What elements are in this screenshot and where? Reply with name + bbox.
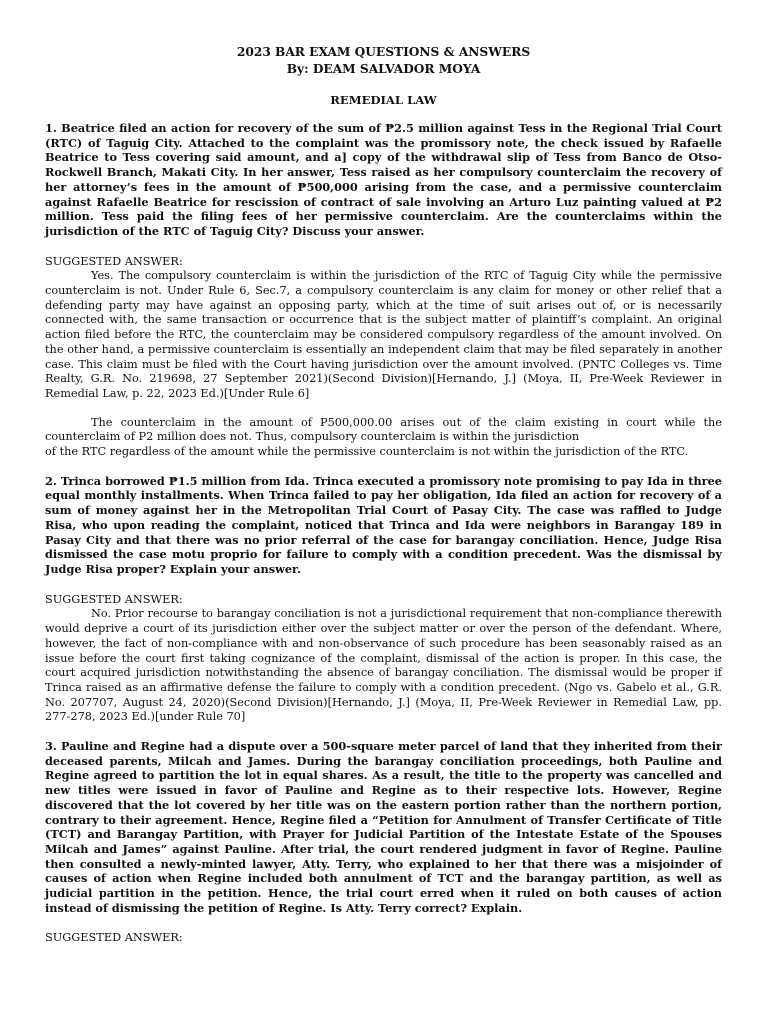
answer-1-paragraph-1: Yes. The compulsory counterclaim is within the jurisdiction of the RTC of Taguig City while the permissive counterclaim is not. Under Rule 6, Sec.7, a compulsory counterclaim is any claim for money or other relief that a defending party may have against an opposing party, which at the time of suit arises out of, or is necessarily connected with, the same transaction or occurrence that is the subject matter of plaintiff’s complaint. An original action filed before the RTC, the counterclaim may be considered compulsory regardless of the amount involved. On the other hand, a permissive counterclaim is essentially an independent claim that may be filed separately in another case. This claim must be filed with the Court having jurisdiction over the amount involved. (PNTC Colleges vs. Time Realty, G.R. No. 219698, 27 September 2021)(Second Division)[Hernando, J.] (Moya, II, Pre-Week Reviewer in Remedial Law, p. 22, 2023 Ed.)[Under Rule 6] <box>45 269 722 400</box>
subject-heading: REMEDIAL LAW <box>330 93 437 107</box>
answer-2-paragraph-1: No. Prior recourse to barangay conciliation is not a jurisdictional requirement that non-compliance therewith would deprive a court of its jurisdiction either over the subject matter or over the person of the defendant. Where, however, the fact of non-compliance with and non-observance of such procedure has been seasonably raised as an issue before the court first taking cognizance of the complaint, dismissal of the action is proper. In this case, the court acquired jurisdiction notwithstanding the absence of barangay conciliation. The dismissal would be proper if Trinca raised as an affirmative defense the failure to comply with a condition precedent. (Ngo vs. Gabelo et al., G.R. No. 207707, August 24, 2020)(Second Division)[Hernando, J.] (Moya, II, Pre-Week Reviewer in Remedial Law, pp. 277-278, 2023 Ed.)[under Rule 70] <box>45 607 722 724</box>
document-author: By: DEAM SALVADOR MOYA <box>286 62 481 76</box>
suggested-answer-label-1: SUGGESTED ANSWER: <box>45 254 183 268</box>
question-2: 2. Trinca borrowed ₱1.5 million from Ida. Trinca executed a promissory note promising to pay Ida in three equal monthly installments. When Trinca failed to pay her obligation, Ida filed an action for recovery of a sum of money against her in the Metropolitan Trial Court of Pasay City. The case was raffled to Judge Risa, who upon reading the complaint, noticed that Trinca and Ida were neighbors in Barangay 189 in Pasay City and that there was no prior referral of the case for barangay conciliation. Hence, Judge Risa dismissed the case motu proprio for failure to comply with a condition precedent. Was the dismissal by Judge Risa proper? Explain your answer. <box>45 473 722 576</box>
suggested-answer-label-2: SUGGESTED ANSWER: <box>45 592 183 606</box>
document-title: 2023 BAR EXAM QUESTIONS & ANSWERS <box>236 45 531 59</box>
question-1: 1. Beatrice filed an action for recovery of the sum of ₱2.5 million against Tess in the Regional Trial Court (RTC) of Taguig City. Attached to the complaint was the promissory note, the check issued by Rafaelle Beatrice to Tess covering said amount, and a] copy of the withdrawal slip of Tess from Banco de Otso- Rockwell Branch, Makati City. In her answer, Tess raised as her compulsory counterclaim the recovery of her attorney’s fees in the amount of ₱500,000 arising from the case, and a permissive counterclaim against Rafaelle Beatrice for rescission of contract of sale involving an Arturo Luz painting valued at ₱2 million. Tess paid the filing fees of her permissive counterclaim. Are the counterclaims within the jurisdiction of the RTC of Taguig City? Discuss your answer. <box>45 121 722 238</box>
answer-1-paragraph-2a: The counterclaim in the amount of P500,000.00 arises out of the claim existing in court while the counterclaim of P2 million does not. Thus, compulsory counterclaim is within the jurisdiction <box>45 415 722 444</box>
answer-1-paragraph-2b: of the RTC regardless of the amount while the permissive counterclaim is not within the jurisdiction of the RTC. <box>45 445 689 459</box>
question-3: 3. Pauline and Regine had a dispute over a 500-square meter parcel of land that they inherited from their deceased parents, Milcah and James. During the barangay conciliation proceedings, both Pauline and Regine agreed to partition the lot in equal shares. As a result, the title to the property was cancelled and new titles were issued in favor of Pauline and Regine as to their respective lots. However, Regine discovered that the lot covered by her title was on the eastern portion rather than the northern portion, contrary to their agreement. Hence, Regine filed a “Petition for Annulment of Transfer Certificate of Title (TCT) and Barangay Partition, with Prayer for Judicial Partition of the Intestate Estate of the Spouses Milcah and James” against Pauline. After trial, the court rendered judgment in favor of Regine. Pauline then consulted a newly-minted lawyer, Atty. Terry, who explained to her that there was a misjoinder of causes of action when Regine included both annulment of TCT and the barangay partition, as well as judicial partition in the petition. Hence, the trial court erred when it ruled on both causes of action instead of dismissing the petition of Regine. Is Atty. Terry correct? Explain. <box>45 739 722 915</box>
document-page <box>45 44 722 946</box>
suggested-answer-label-3: SUGGESTED ANSWER: <box>45 931 183 945</box>
